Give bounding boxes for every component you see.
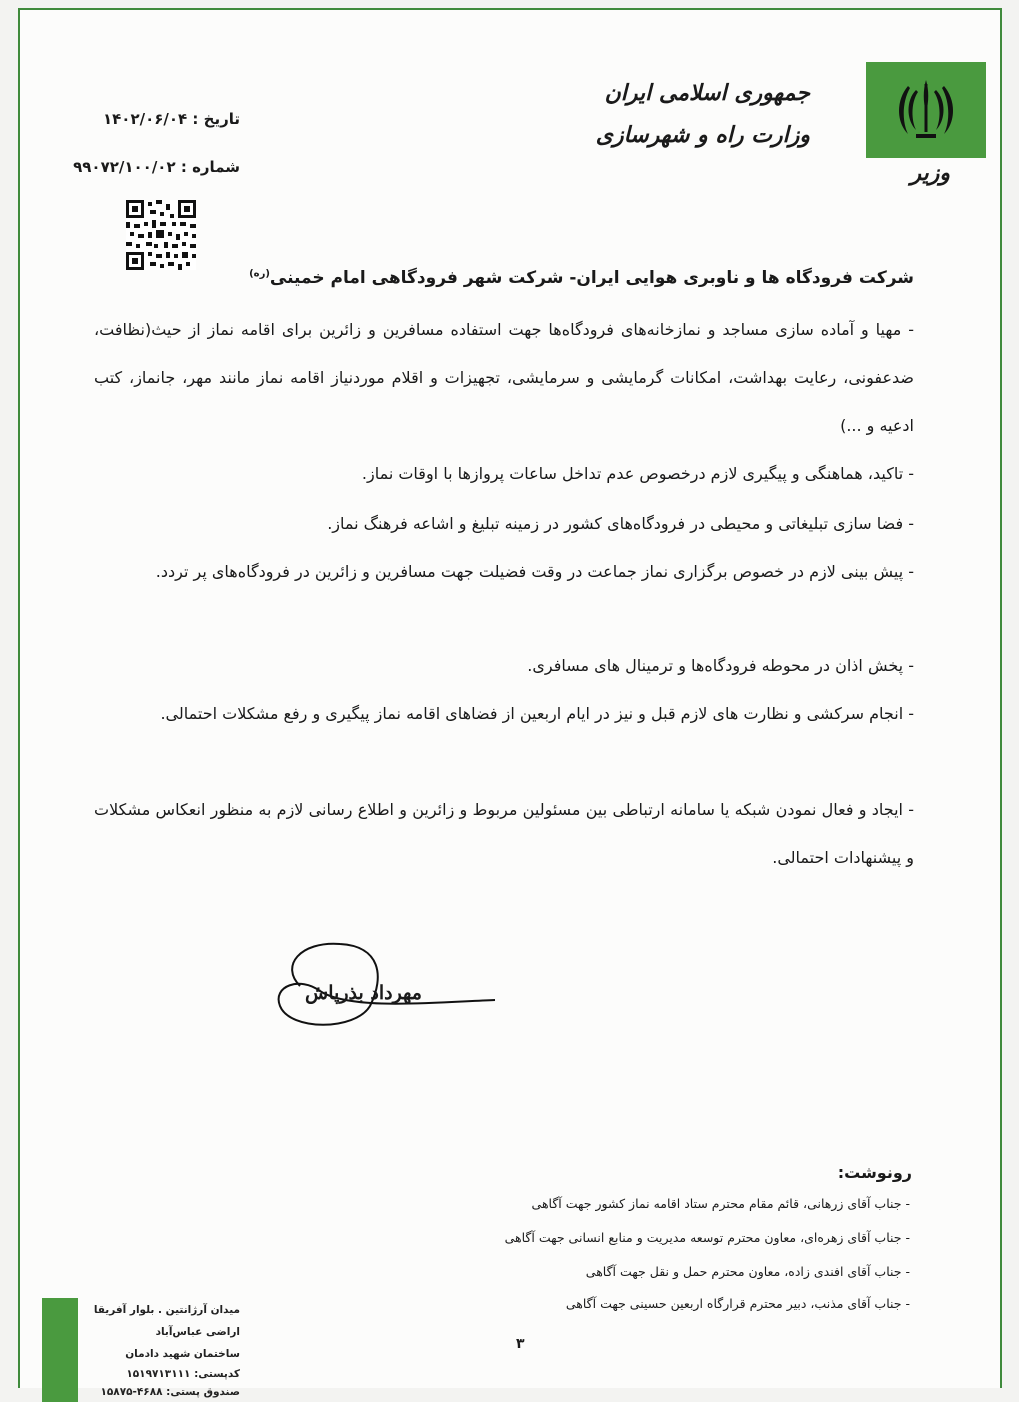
paragraph-5: - پخش اذان در محوطه فرودگاه‌ها و ترمینال های مسافری. <box>527 656 914 675</box>
postal-code: کدپستی: ۱۵۱۹۷۱۳۱۱۱ <box>126 1368 240 1380</box>
paragraph-4: - پیش بینی لازم در خصوص برگزاری نماز جماعت در وقت فضیلت جهت مسافرین و زائرین در فرودگاه‌های پر تردد. <box>155 562 914 581</box>
qr-code-icon <box>126 200 196 270</box>
cc-item: - جناب آقای زرهانی، قائم مقام محترم ستاد اقامه نماز کشور جهت آگاهی <box>531 1196 910 1211</box>
signatory-name: مهرداد بذرپاش <box>305 982 422 1004</box>
cc-item: - جناب آقای افندی زاده، معاون محترم حمل و نقل جهت آگاهی <box>585 1264 910 1279</box>
iran-emblem-icon <box>894 76 958 144</box>
letter-page <box>18 8 1002 1398</box>
footer-accent-bar <box>42 1298 78 1402</box>
government-title: جمهوری اسلامی ایران <box>604 80 810 106</box>
address-line: ساختمان شهید دادمان <box>125 1348 240 1360</box>
addressee-text: شرکت فرودگاه ها و ناوبری هوایی ایران- شرکت شهر فرودگاهی امام خمینی <box>269 268 914 288</box>
emblem-block <box>866 62 986 158</box>
cc-title: رونوشت: <box>837 1163 912 1182</box>
page-number: ۳ <box>516 1336 525 1352</box>
addressee-suffix: (ره) <box>249 268 270 280</box>
paragraph-7: - ایجاد و فعال نمودن شبکه یا سامانه ارتباطی بین مسئولین مربوط و زائرین و اطلاع رسانی لازم به منظور انعکاس مشکلات و پیشنهادات احتمالی. <box>94 800 914 867</box>
paragraph-1: - مهیا و آماده سازی مساجد و نمازخانه‌های فرودگاه‌ها جهت استفاده مسافرین و زائرین برای اقامه نماز از حیث(نظافت، ضدعفونی، رعایت بهداشت، امکانات گرمایشی و سرمایشی، تجهیزات و اقلام موردنیاز اقامه نماز مانند مهر، جانماز، کتب ادعیه و ...) <box>94 320 914 435</box>
letter-number: شماره : ۹۹۰۷۲/۱۰۰/۰۲ <box>73 158 240 176</box>
minister-label: وزیر <box>910 160 950 186</box>
address-line: اراضی عباس‌آباد <box>155 1326 240 1338</box>
cc-item: - جناب آقای مذنب، دبیر محترم قرارگاه اربعین حسینی جهت آگاهی <box>565 1296 910 1311</box>
paragraph-3: - فضا سازی تبلیغاتی و محیطی در فرودگاه‌های کشور در زمینه تبلیغ و اشاعه فرهنگ نماز. <box>327 514 914 533</box>
cc-item: - جناب آقای زهره‌ای، معاون محترم توسعه مدیریت و منابع انسانی جهت آگاهی <box>504 1230 910 1245</box>
address-line: میدان آرژانتین . بلوار آفریقا <box>93 1304 240 1316</box>
paragraph-6: - انجام سرکشی و نظارت های لازم قبل و نیز در ایام اربعین از فضاهای اقامه نماز پیگیری و رفع مشکلات احتمالی. <box>160 704 914 723</box>
addressee-line <box>94 268 914 288</box>
ministry-title: وزارت راه و شهرسازی <box>595 122 810 148</box>
letter-date: تاریخ : ۱۴۰۲/۰۶/۰۴ <box>103 110 240 128</box>
paragraph-2: - تاکید، هماهنگی و پیگیری لازم درخصوص عدم تداخل ساعات پروازها با اوقات نماز. <box>361 464 914 483</box>
po-box: صندوق پستی: ۴۶۸۸-۱۵۸۷۵ <box>100 1386 240 1398</box>
